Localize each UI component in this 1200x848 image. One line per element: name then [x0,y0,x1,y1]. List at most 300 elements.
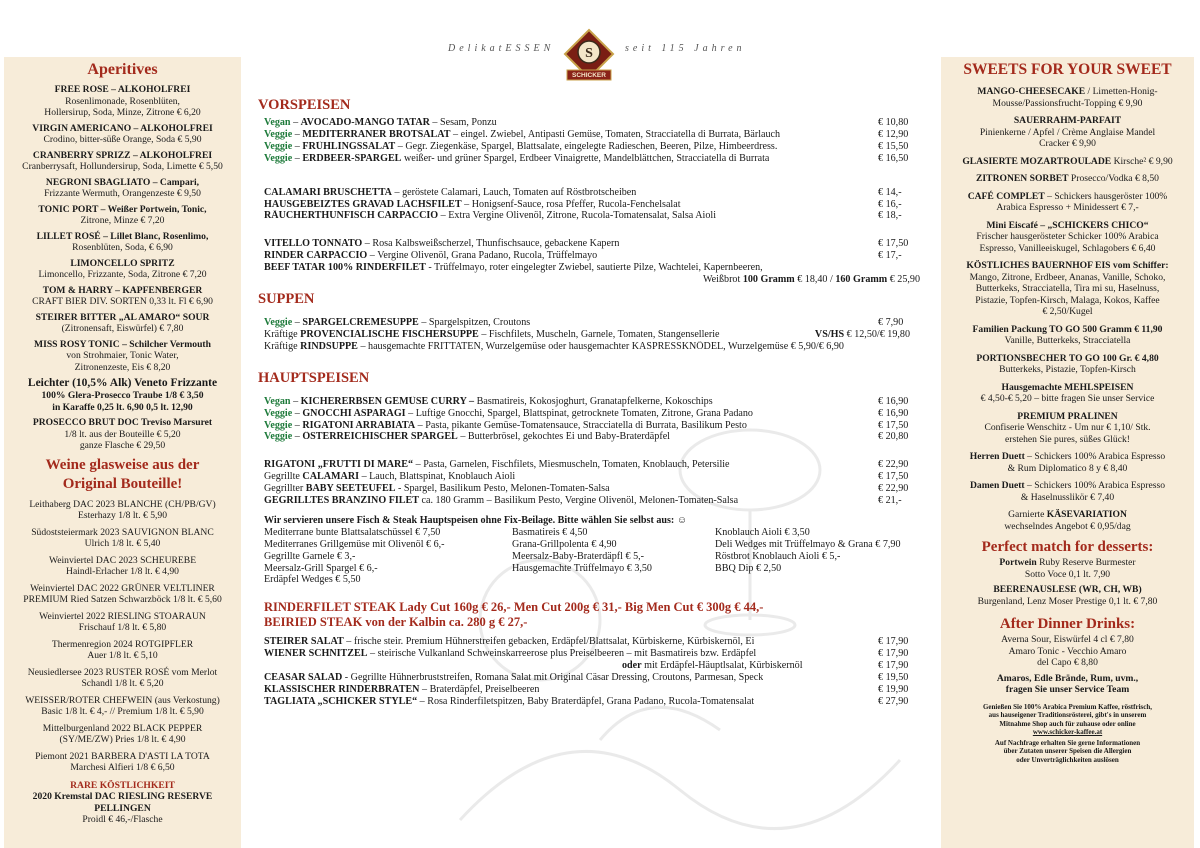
beef-tatar-prices [258,274,938,286]
sweet-detail: Mango, Zitrone, Erdbeer, Ananas, Vanille, Schoko, [969,271,1166,283]
sweet-item [941,115,1194,150]
tatar-price-100: € 18,40 / [794,274,836,286]
menu-row [258,696,938,708]
dish-price: € 20,80 [878,431,909,443]
allergy-line-2: über Zutaten unserer Speisen die Allergien [1003,747,1132,755]
aperitif-name: FREE ROSE – ALKOHOLFREI [54,84,191,95]
dish-name: CALAMARI BRUSCHETTA [264,186,392,198]
beilagen-col-3 [715,527,940,587]
menu-row [258,199,938,211]
menu-row-text: Veggie – ÖSTERREICHISCHER SPARGEL – Butterbrösel, gekochtes Ei und Baby-Braterdäpfel [264,431,670,443]
wine-name: Weinviertel 2022 RIESLING STOARAUN [39,610,206,622]
wine-detail: Haindl-Erlacher 1/8 lt. € 4,90 [66,566,179,577]
sweet-heading [943,324,1192,336]
sweet-detail: Butterkeks, Stracciatella, Tira mi su, Haselnuss, [975,283,1160,294]
sweet-name: CAFÉ COMPLET [967,190,1045,202]
menu-row-text: Veggie – GNOCCHI ASPARAGI – Luftige Gnocchi, Spargel, Blattspinat, getrocknete Tomaten, Zitrone, Grana Padano [264,407,753,419]
dish-desc: - Gegrillte Hühnerbruststreifen, Romana Salat mit Original Cäsar Dressing, Croutons, Parmesan, Speck [342,672,764,684]
beilage-item: Gegrillte Garnele € 3,- [264,550,356,562]
dish-desc: – Butterbrösel, gekochtes Ei und Baby-Braterdäpfel [457,431,670,443]
dish-price: € 17,50 [878,419,909,431]
wine-detail: Schandl 1/8 lt. € 5,20 [81,678,164,689]
aperitif-name: MISS ROSY TONIC – Schilcher Vermouth [34,338,211,350]
menu-row-text [264,238,619,250]
menu-row [258,187,938,199]
allergy-line-3: oder Unverträglichkeiten auslösen [1016,755,1119,764]
sweet-heading [943,451,1192,463]
menu-row-text [264,495,738,507]
beilage-item: Erdäpfel Wedges € 5,50 [264,574,361,586]
sweet-name: PORTIONSBECHER TO GO 100 Gr. € 4,80 [976,352,1159,364]
wine-item [4,611,241,634]
wine-detail: Auer 1/8 lt. € 5,10 [87,650,158,661]
aperitif-name: CRANBERRY SPRIZZ – ALKOHOLFREI [32,149,213,161]
hauptspeisen-veggie-list [258,396,938,444]
aperitif-detail: CRAFT BIER DIV. SORTEN 0,33 lt. Fl € 6,90 [32,296,213,307]
aperitif-name: VIRGIN AMERICANO – ALKOHOLFREI [32,122,213,134]
wine-name: Leithaberg DAC 2023 BLANCHE (CH/PB/GV) [29,498,216,510]
logo-text: SCHICKER [572,72,606,79]
dish-price: € 18,- [878,210,902,222]
wine-name: Piemont 2021 BARBERA D'ASTI LA TOTA [35,750,210,762]
aperitif-detail: von Strohmaier, Tonic Water, [66,350,179,361]
beilage-item: Mediterranes Grillgemüse mit Olivenöl € 6,- [264,538,445,550]
kaffee-line-1: Genießen Sie 100% Arabica Premium Kaffee, röstfrisch, [982,702,1152,711]
kaffee-info [941,703,1194,737]
menu-row [258,153,938,165]
aperitif-detail: Zitrone, Minze € 7,20 [80,215,165,226]
sweet-detail: Frischer hausgerösteter Schicker 100% Arabica [976,231,1159,242]
dish-name: KLASSISCHER RINDERBRATEN [264,684,420,695]
soup-price: € 7,90 [878,316,904,328]
beilage-item: Basmatireis € 4,50 [512,526,588,538]
sweet-detail: Butterkeks, Pistazie, Topfen-Kirsch [999,364,1136,375]
beilage-item: Röstbrot Knoblauch Aioli € 5,- [715,550,841,562]
beilage-item: Knoblauch Aioli € 3,50 [715,526,810,538]
menu-row [258,672,938,684]
perfect-match-title: Perfect match for desserts: [981,539,1154,555]
wine-detail: Frischauf 1/8 lt. € 5,80 [78,622,167,633]
wine-list [4,499,241,774]
sweet-item [941,411,1194,446]
vorspeisen-title: VORSPEISEN [258,97,351,113]
hauptspeisen-fish-list [258,459,938,507]
dish-desc: – Braterdäpfel, Preiselbeeren [419,684,540,695]
rare-title: RARE KÖSTLICHKEIT [70,779,175,791]
beeren-name: BEERENAUSLESE (WR, CH, WB) [993,584,1142,595]
menu-row-text [264,648,756,660]
prosecco-item [4,417,241,452]
beilage-item: BBQ Dip € 2,50 [715,562,782,574]
aperitif-item [4,123,241,146]
dish-name: TAGLIATA „SCHICKER STYLE“ [264,695,418,707]
steak-heading-2: BEIRIED STEAK von der Kalbin ca. 280 g € 27,- [264,615,528,630]
menu-row [258,210,938,222]
prosecco-line-2: ganze Flasche € 29,50 [79,440,166,451]
dish-name: RINDER CARPACCIO [264,250,368,262]
diet-tag: Veggie [264,419,293,431]
main-menu [258,96,938,708]
menu-row [258,238,938,250]
sweet-item [941,220,1194,255]
dish-name: WIENER SCHNITZEL [264,648,368,660]
wine-item [4,695,241,718]
sweet-detail: wechselndes Angebot € 0,95/dag [1004,520,1131,532]
steak-heading-1: RINDERFILET STEAK Lady Cut 160g € 26,- Men Cut 200g € 31,- Big Men Cut € 300g € 44,- [264,600,764,615]
soup-name: SPARGELCREMESUPPE [302,316,419,328]
sweet-heading [943,382,1192,394]
wine-item [4,639,241,662]
menu-row-text: Veggie – RIGATONI ARRABIATA – Pasta, pikante Gemüse-Tomatensauce, Stracciatella di Burrata, Basilikum Pesto [264,419,747,431]
dish-price: € 17,- [878,250,902,262]
after-line-3: del Capo € 8,80 [1037,657,1098,668]
wine-item [4,583,241,606]
soup-row-rind [258,341,938,353]
aperitif-name: STEIRER BITTER „AL AMARO“ SOUR [35,311,210,323]
wine-name: WEISSER/ROTER CHEFWEIN (aus Verkostung) [25,694,220,706]
dish-desc: weißer- und grüner Spargel, Erdbeer Vinaigrette, Mandelblättchen, Stracciatella di Burrata [401,152,770,164]
amaros-line-2: fragen Sie unser Service Team [1005,684,1130,695]
sweet-detail: Mousse/Passionsfrucht-Topping € 9,90 [992,97,1143,109]
dish-name: GNOCCHI ASPARAGI [302,407,406,419]
sweet-rest: Kirsche² € 9,90 [1111,155,1173,167]
menu-row [258,396,938,408]
aperitif-detail: (Zitronensaft, Eiswürfel) € 7,80 [61,323,184,334]
menu-row [258,129,938,141]
dish-desc: - Spargel, Basilikum Pesto, Melonen-Tomaten-Salsa [395,483,610,495]
soup-name: PROVENCIALISCHE FISCHERSUPPE [300,328,479,340]
port-line-2: Sotto Voce 0,1 lt. 7,90 [1024,568,1111,580]
dish-name: ERDBEER-SPARGEL [302,152,402,164]
sweet-heading [943,220,1192,232]
aperitif-detail: Frizzante Wermuth, Orangenzeste € 9,50 [44,188,201,199]
prosecco-line-1: 1/8 lt. aus der Bouteille € 5,20 [64,428,181,440]
kaffee-line-2: aus hauseigener Traditionsrösterei, gibt's in unserem [988,711,1147,719]
sweet-detail: Espresso, Vanilleeiskugel, Schlagobers € 6,40 [979,242,1156,254]
dish-desc: – Rosa Kalbsweißscherzel, Thunfischsauce, gebackene Kapern [362,238,620,250]
menu-row [258,648,938,660]
tatar-price-160: € 25,90 [887,274,920,286]
aperitif-item [4,177,241,200]
sweet-item [941,480,1194,503]
aperitif-detail: Rosenlimonade, Rosenblüten, [65,95,180,107]
schnitzel-oder: oder [622,660,642,672]
sweet-name: GLASIERTE MOZARTROULADE [962,155,1112,167]
beilage-item: Meersalz-Grill Spargel € 6,- [264,562,378,574]
menu-row [258,408,938,420]
sweet-item [941,451,1194,474]
schnitzel-alt-row [258,660,938,672]
dish-desc: ca. 180 Gramm – Basilikum Pesto, Vergine Olivenöl, Melonen-Tomaten-Salsa [419,495,739,507]
sweets-list [941,86,1194,532]
beilagen-grid [258,527,938,587]
dish-name: MEDITERRANER BROTSALAT [302,128,451,140]
wine-name: Südoststeiermark 2023 SAUVIGNON BLANC [31,526,214,538]
soup-pre: Kräftige [264,340,301,352]
aperitif-detail: Rosenblüten, Soda, € 6,90 [72,242,173,253]
dish-name: BABY SEETEUFEL [305,483,396,495]
aperitif-detail: Cranberrysaft, Hollundersirup, Soda, Limette € 5,50 [22,161,223,172]
sweet-detail: & Rum Diplomatico 8 y € 8,40 [1007,462,1128,474]
wine-name: Weinviertel DAC 2023 SCHEUREBE [48,554,197,566]
sweet-name: PREMIUM PRALINEN [1017,410,1118,422]
prosecco-name: PROSECCO BRUT DOC Treviso Marsuret [32,417,213,428]
sweet-heading [943,86,1192,98]
kaffee-url-link[interactable]: www.schicker-kaffee.at [1032,728,1103,736]
beilage-item: Hausgemachte Trüffelmayo € 3,50 [512,562,652,574]
after-line-1: Averna Sour, Eiswürfel 4 cl € 7,80 [1001,634,1134,645]
schnitzel-alt: mit Erdäpfel-Häuptlsalat, Kürbiskernöl [641,660,803,672]
dish-price: € 17,50 [878,471,909,483]
tatar-100g: 100 Gramm [742,274,795,286]
soup-name: RINDSUPPE [300,340,358,352]
menu-row-text: Veggie – MEDITERRANER BROTSALAT – eingel. Zwiebel, Antipasti Gemüse, Tomaten, Stracciatella di Burrata, Bärlauch [264,128,781,140]
aperitif-item [4,150,241,173]
sweet-rest: – Schickers 100% Arabica Espresso [1024,480,1166,491]
menu-row-text: Veggie – ERDBEER-SPARGEL weißer- und grüner Spargel, Erdbeer Vinaigrette, Mandelblättchen, Stracciatella di Burrata [264,152,770,164]
sweet-item [941,509,1194,532]
sweet-name: Familien Packung TO GO 500 Gramm € 11,90 [972,323,1163,335]
menu-row [258,495,938,507]
soup-size: VS/HS [814,328,845,340]
allergy-line-1: Auf Nachfrage erhalten Sie gerne Informationen [994,738,1141,747]
menu-row-text [264,471,515,483]
aperitif-item [4,231,241,254]
menu-row [258,483,938,495]
sweet-item [941,382,1194,405]
wine-detail: Basic 1/8 lt. € 4,- // Premium 1/8 lt. € 5,90 [41,706,204,717]
wine-item [4,499,241,522]
soup-row-fisch [258,329,938,341]
sweet-name: Damen Duett [969,480,1025,491]
dish-name: AVOCADO-MANGO TATAR [300,117,430,128]
menu-row-text [264,187,636,199]
menu-row [258,420,938,432]
menu-row-text [264,636,754,648]
steak-items-list-2 [258,672,938,708]
dish-price: € 19,90 [878,684,909,695]
sweet-detail: Pistazie, Topfen-Kirsch, Malaga, Kokos, Kaffee [975,294,1160,306]
sweet-detail: & Haselnusslikör € 7,40 [1020,491,1115,503]
dish-desc: – geröstete Calamari, Lauch, Tomaten auf Röstbrotscheiben [391,186,637,198]
diet-tag: Vegan [264,395,291,407]
aperitif-item [4,204,241,227]
suppen-title: SUPPEN [258,290,315,307]
menu-row-text [264,684,539,696]
aperitif-item [4,258,241,281]
schnitzel-alt-price: € 17,90 [878,660,909,672]
sweet-item [941,156,1194,168]
sweets-title: SWEETS FOR YOUR SWEET [963,61,1172,78]
sweet-detail: € 4,50-€ 5,20 – bitte fragen Sie unser Service [980,393,1155,404]
karaffe-line: in Karaffe 0,25 lt. 6,90 0,5 lt. 12,90 [52,401,193,413]
sweet-heading [943,411,1192,423]
aperitif-name: NEGRONI SBAGLIATO – Campari, [45,176,200,188]
wine-item [4,751,241,774]
wine-item [4,555,241,578]
aperitif-item [4,285,241,308]
wine-item [4,527,241,550]
sweet-name: ZITRONEN SORBET [976,173,1069,184]
rare-line-1: 2020 Kremstal DAC RIESLING RESERVE PELLINGEN [32,791,213,814]
menu-row-text [264,210,716,222]
menu-row-text [264,696,754,708]
dish-desc: Basmatireis, Kokosjoghurt, Granatapfelkerne, Kokoschips [474,395,713,407]
sweet-heading [943,115,1192,127]
menu-row-text: Vegan – AVOCADO-MANGO TATAR – Sesam, Ponzu [264,117,497,128]
beilage-item: Meersalz-Baby-Braterdäpfl € 5,- [512,550,645,562]
menu-row-text [264,672,763,684]
wine-item [4,723,241,746]
sweet-rest: Prosecco/Vodka € 8,50 [1068,173,1159,184]
dish-name: HAUSGEBEIZTES GRAVAD LACHSFILET [264,198,462,210]
diet-tag: Veggie [264,128,293,140]
dish-price: € 15,50 [878,140,909,152]
dish-name: FRÜHLINGSSALAT [302,140,396,152]
menu-row [258,636,938,648]
aperitif-detail: Hollersirup, Soda, Minze, Zitrone € 6,20 [44,107,201,118]
aperitif-detail: Limoncello, Frizzante, Soda, Zitrone € 7,20 [38,269,207,280]
dish-desc: – Gegr. Ziegenkäse, Spargel, Blattsalate, eingelegte Radieschen, Beeren, Pilze, Himbeerdress. [395,140,778,152]
dish-price: € 21,- [878,495,902,507]
vorspeisen-veggie-list [258,117,938,165]
aperitives-panel [4,57,241,848]
dish-name: GEGRILLTES BRANZINO FILET [264,495,420,507]
dish-price: € 16,90 [878,395,909,407]
dish-name: STEIRER SALAT [264,636,344,648]
dish-desc: – Pasta, pikante Gemüse-Tomatensauce, Stracciatella di Burrata, Basilikum Pesto [415,419,747,431]
sweet-rest: / Limetten-Honig- [1085,86,1158,97]
sweet-detail: € 2,50/Kugel [1042,306,1093,317]
soup-price: € 12,50/€ 19,80 [844,328,910,340]
menu-row-text: Vegan – KICHERERBSEN GEMÜSE CURRY – Basmatireis, Kokosjoghurt, Granatapfelkerne, Kokoschips [264,395,713,407]
sweet-name: SAUERRAHM-PARFAIT [1013,115,1122,126]
glera-line: 100% Glera-Prosecco Traube 1/8 € 3,50 [41,390,204,401]
dish-price: € 17,50 [878,238,909,250]
dish-price: € 16,90 [878,407,909,419]
wine-detail: PREMIUM Ried Satzen Schwarzböck 1/8 lt. € 5,60 [23,594,222,605]
sweet-item [941,353,1194,376]
beilage-item: Grana-Grillpolenta € 4,90 [512,538,617,550]
beeren-line-2: Burgenland, Lenz Moser Prestige 0,1 lt. € 7,80 [977,595,1158,607]
dish-price: € 17,90 [878,636,909,648]
sweet-rest: – Schickers 100% Arabica Espresso [1024,451,1166,462]
sweet-item [941,191,1194,214]
sweets-panel [941,57,1194,848]
sweet-item [941,173,1194,185]
dish-price: € 19,50 [878,672,909,684]
soup-pre: Kräftige [264,328,301,340]
menu-row [258,471,938,483]
aperitif-name: LIMONCELLO SPRITZ [70,257,175,269]
dish-name: CALAMARI [302,471,360,483]
port-name: Portwein [999,557,1037,568]
menu-row-text [264,483,610,495]
aperitives-title: Aperitives [87,61,158,78]
header-tagline-right: seit 115 Jahren [625,43,746,54]
sweet-detail: Pinienkerne / Apfel / Crème Anglaise Mandel [979,126,1156,138]
wine-item [4,667,241,690]
vorspeisen-fish-list [258,187,938,223]
sweet-prefix: Garnierte [1008,509,1047,520]
port-rest: Ruby Reserve Burmester [1036,557,1136,568]
wine-detail: Ulrich 1/8 lt. € 5,40 [84,538,161,549]
amaros-line-1: Amaros, Edle Brände, Rum, uvm., [996,672,1139,684]
aperitif-item [4,339,241,374]
wine-title-2: Original Bouteille! [62,475,183,492]
tatar-name: BEEF TATAR 100% RINDERFILET [264,262,426,274]
dish-desc: – Sesam, Ponzu [429,117,497,128]
menu-row [258,117,938,129]
sweet-heading [943,173,1192,185]
aperitives-list [4,84,241,373]
menu-row [258,431,938,443]
dish-desc: – Extra Vergine Olivenöl, Zitrone, Rucola-Tomatensalat, Salsa Aioli [438,210,716,222]
dish-price: € 27,90 [878,695,909,707]
dish-desc: – Vergine Olivenöl, Grana Padano, Rucola, Trüffelmayo [367,250,598,262]
vorspeisen-meat-list [258,238,938,262]
dish-price: € 16,- [878,198,902,210]
dish-name: CEASAR SALAD [264,672,343,684]
tatar-bread: Weißbrot [702,274,743,286]
sweet-detail: Vanille, Butterkeks, Stracciatella [1004,335,1131,346]
aperitif-name: TONIC PORT – Weißer Portwein, Tonic, [38,203,207,215]
sweet-heading [943,156,1192,168]
aperitif-name: LILLET ROSÉ – Lillet Blanc, Rosenlimo, [36,230,209,242]
soup-desc: – Spargelspitzen, Croutons [418,316,531,328]
sweet-name: KÄSEVARIATION [1046,509,1127,520]
dish-name: RÄUCHERTHUNFISCH CARPACCIO [264,210,439,222]
beilagen-col-2 [512,527,715,587]
after-line-2: Amaro Tonic - Vecchio Amaro [1008,645,1127,657]
soup-desc: – Fischfilets, Muscheln, Garnele, Tomaten, Stangensellerie [478,328,720,340]
dish-desc: – Rosa Rinderfiletspitzen, Baby Braterdäpfel, Grana Padano, Rucola-Tomatensalat [417,695,755,707]
sweet-item [941,324,1194,347]
sweet-item [941,260,1194,318]
sweet-detail: erstehen Sie pures, süßes Glück! [1005,433,1130,445]
dish-price: € 22,90 [878,483,909,495]
diet-tag: Veggie [264,431,293,443]
beef-tatar-row [258,262,938,274]
wine-title-1: Weine glasweise aus der [45,456,200,473]
dish-price: € 12,90 [878,128,909,140]
dish-desc: – Luftige Gnocchi, Spargel, Blattspinat, getrocknete Tomaten, Zitrone, Grana Padano [405,407,753,419]
sweet-detail: Cracker € 9,90 [1039,138,1096,149]
wine-name: Thermenregion 2024 ROTGIPFLER [51,638,194,650]
dish-desc: – frische steir. Premium Hühnerstreifen gebacken, Erdäpfel/Blattsalat, Kürbiskerne, Kürbiskernöl, Ei [343,636,755,648]
steak-items-list [258,636,938,660]
dish-price: € 10,80 [878,117,909,128]
menu-row [258,684,938,696]
dish-name: VITELLO TONNATO [264,238,363,250]
soup-row-spargel: Veggie – SPARGELCREMESUPPE – Spargelspitzen, Croutons € 7,90 [258,317,938,329]
dish-price: € 22,90 [878,459,909,471]
beilage-intro: Wir servieren unsere Fisch & Steak Hauptspeisen ohne Fix-Beilage. Bitte wählen Sie selbst aus: ☺ [264,514,688,526]
wine-detail: Marchesi Alfieri 1/8 € 6,50 [70,762,175,773]
sweet-heading [943,509,1192,521]
dish-prefix: Gegrillter [264,483,306,495]
dish-name: ÖSTERREICHISCHER SPARGEL [302,431,458,443]
after-dinner-title: After Dinner Drinks: [999,616,1136,632]
hauptspeisen-title: HAUPTSPEISEN [258,369,370,386]
aperitif-item [4,312,241,335]
kaffee-line-3: Mitnahme Shop auch für zuhause oder online [999,719,1136,728]
dish-desc: – Honigsenf-Sauce, rosa Pfeffer, Rucola-Fenchelsalat [461,198,681,210]
leichter-heading: Leichter (10,5% Alk) Veneto Frizzante [27,377,218,389]
rare-line-2: Proidl € 46,-/Flasche [82,814,163,825]
soup-desc: – hausgemachte FRITTATEN, Wurzelgemüse oder hausgemachter KASPRESSKNÖDEL, Wurzelgemüse € 5,90/€ 6,90 [357,340,844,352]
wine-detail: Esterhazy 1/8 lt. € 5,90 [78,510,167,521]
